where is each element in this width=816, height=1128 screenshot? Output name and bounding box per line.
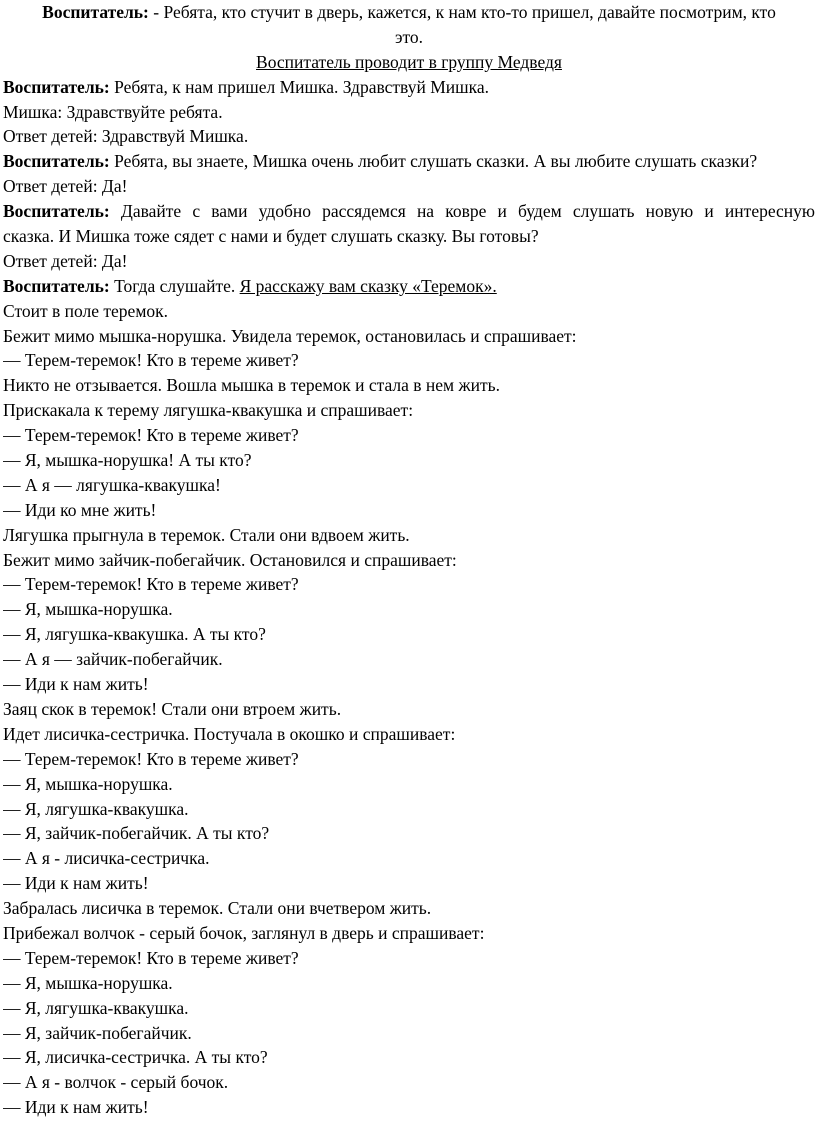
story-title: Я расскажу вам сказку «Теремок». (239, 275, 497, 296)
story-line: Прибежал волчок - серый бочок, заглянул в дверь и спрашивает: (3, 922, 485, 943)
document-page (3, 0, 815, 1120)
section-heading: Воспитатель проводит в группу Медведя (256, 51, 562, 72)
paragraph-text: Ребята, к нам пришел Мишка. Здравствуй Мишка. (109, 76, 489, 97)
speaker-label: Воспитатель: (3, 76, 110, 97)
story-line: Никто не отзывается. Вошла мышка в теремок и стала в нем жить. (3, 375, 500, 396)
paragraph-text: - Ребята, кто стучит в дверь, кажется, к нам кто-то пришел, давайте посмотрим, кто (148, 2, 776, 22)
paragraph-text: Давайте с вами удобно рассядемся на ковре и будем слушать новую и интересную (109, 201, 815, 222)
dialogue-line: — Терем-теремок! Кто в тереме живет? (3, 947, 299, 968)
paragraph-invitation-cont: сказка. И Мишка тоже сядет с нами и будет слушать сказку. Вы готовы? (3, 226, 539, 247)
dialogue-line: — Я, мышка-норушка. (3, 599, 173, 620)
dialogue-line: — Я, лисичка-сестричка. А ты кто? (3, 1047, 268, 1068)
story-line: Прискакала к терему лягушка-квакушка и спрашивает: (3, 400, 414, 421)
paragraph-children-answer: Ответ детей: Да! (3, 176, 128, 197)
paragraph-text: Ребята, вы знаете, Мишка очень любит слушать сказки. А вы любите слушать сказки? (109, 151, 758, 172)
speaker-label: Воспитатель: (3, 275, 110, 296)
story-text (3, 299, 815, 1120)
paragraph-question (3, 149, 815, 174)
paragraph-intro-cont: это. (394, 26, 424, 47)
dialogue-line: — Терем-теремок! Кто в тереме живет? (3, 350, 299, 371)
dialogue-line: — Я, лягушка-квакушка. (3, 997, 189, 1018)
dialogue-line: — Я, зайчик-побегайчик. (3, 1022, 192, 1043)
dialogue-line: — А я - лисичка-сестричка. (3, 848, 210, 869)
paragraph-text: Тогда слушайте. (109, 275, 240, 296)
dialogue-line: — Терем-теремок! Кто в тереме живет? (3, 574, 299, 595)
speaker-label: Воспитатель: (42, 2, 149, 22)
dialogue-line: — А я — зайчик-побегайчик. (3, 649, 223, 670)
dialogue-line: — Иди ко мне жить! (3, 499, 157, 520)
paragraph-story-intro (3, 274, 815, 299)
story-line: Бежит мимо зайчик-побегайчик. Остановился и спрашивает: (3, 549, 457, 570)
dialogue-line: — Я, мышка-норушка. (3, 972, 173, 993)
dialogue-line: — Терем-теремок! Кто в тереме живет? (3, 425, 299, 446)
dialogue-line: — Я, лягушка-квакушка. А ты кто? (3, 624, 266, 645)
dialogue-line: — А я — лягушка-квакушка! (3, 474, 221, 495)
dialogue-line: — Я, зайчик-побегайчик. А ты кто? (3, 823, 270, 844)
paragraph-children-answer: Ответ детей: Да! (3, 250, 128, 271)
speaker-label: Воспитатель: (3, 151, 110, 172)
paragraph-children-answer: Ответ детей: Здравствуй Мишка. (3, 126, 249, 147)
paragraph-invitation (3, 199, 815, 224)
story-line: Забралась лисичка в теремок. Стали они вчетвером жить. (3, 898, 432, 919)
paragraph-greeting (3, 75, 815, 100)
story-line: Заяц скок в теремок! Стали они втроем жить. (3, 698, 342, 719)
dialogue-line: — А я - волчок - серый бочок. (3, 1072, 229, 1093)
dialogue-line: — Иди к нам жить! (3, 674, 149, 695)
dialogue-line: — Иди к нам жить! (3, 873, 149, 894)
paragraph-intro (3, 0, 815, 25)
dialogue-line: — Терем-теремок! Кто в тереме живет? (3, 748, 299, 769)
speaker-label: Воспитатель: (3, 201, 110, 222)
dialogue-line: — Я, лягушка-квакушка. (3, 798, 189, 819)
story-line: Бежит мимо мышка-норушка. Увидела теремок, остановилась и спрашивает: (3, 325, 577, 346)
story-line: Лягушка прыгнула в теремок. Стали они вдвоем жить. (3, 524, 410, 545)
story-line: Идет лисичка-сестричка. Постучала в окошко и спрашивает: (3, 723, 456, 744)
paragraph-mishka: Мишка: Здравствуйте ребята. (3, 101, 223, 122)
story-line: Стоит в поле теремок. (3, 300, 169, 321)
dialogue-line: — Я, мышка-норушка. (3, 773, 173, 794)
dialogue-line: — Я, мышка-норушка! А ты кто? (3, 450, 252, 471)
dialogue-line: — Иди к нам жить! (3, 1097, 149, 1118)
